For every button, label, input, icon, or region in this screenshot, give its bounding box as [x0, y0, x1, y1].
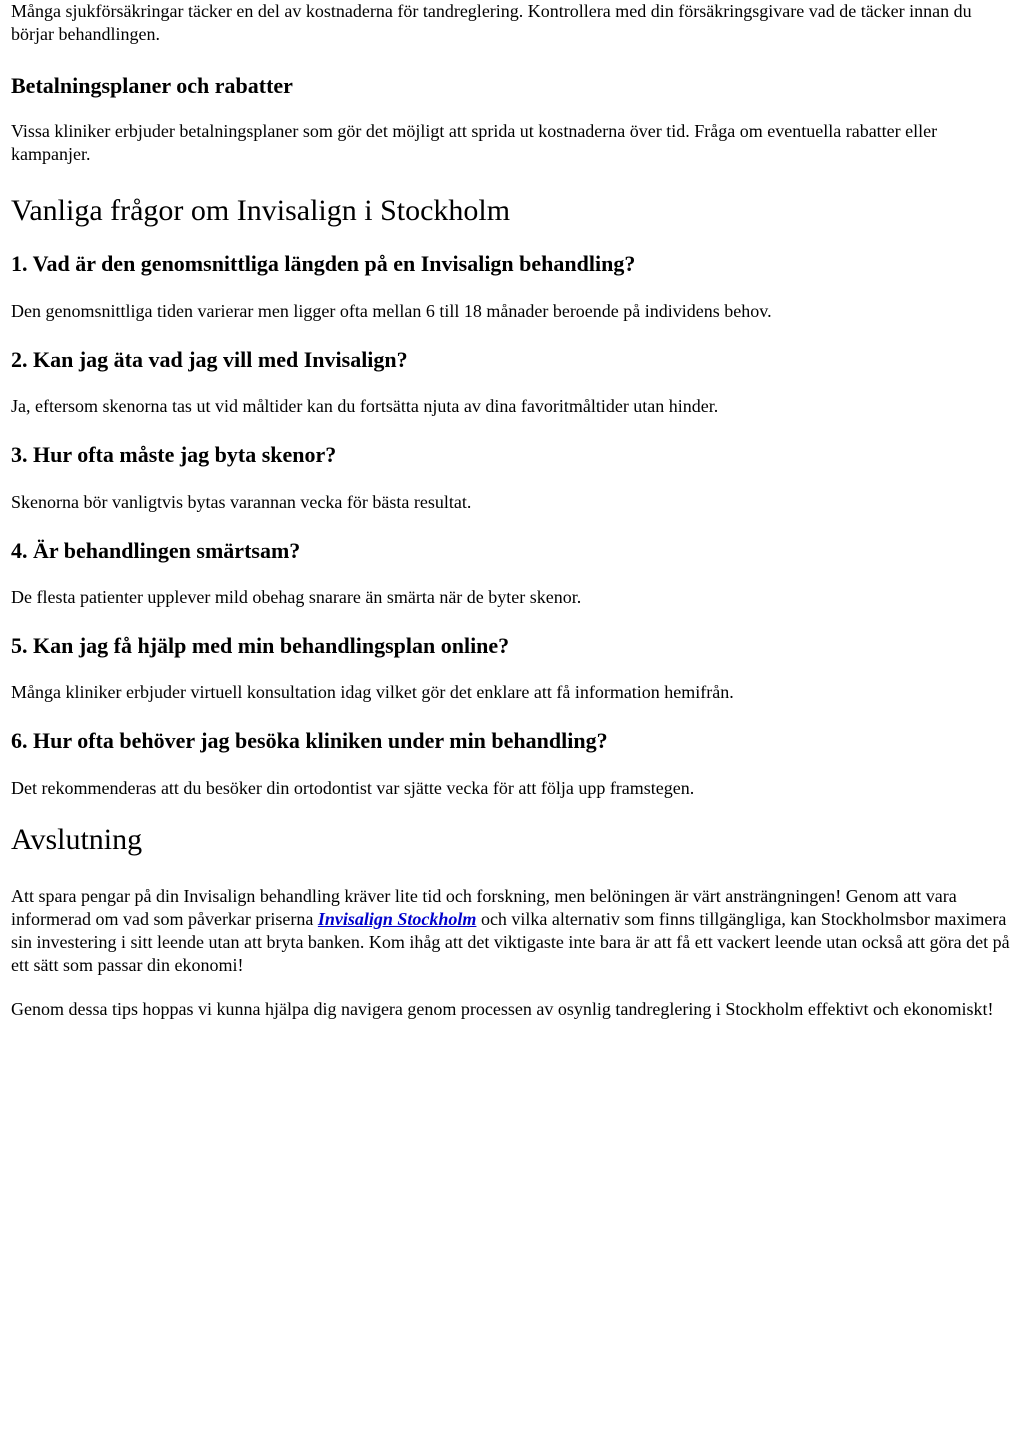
payment-plans-paragraph: Vissa kliniker erbjuder betalningsplaner som gör det möjligt att sprida ut kostnaderna över tid. Fråga om eventuella rabatter eller kampanjer. — [11, 121, 938, 164]
conclusion-text-after: och vilka alternativ som finns tillgängliga, kan Stockholmsbor maximera sin investering i sitt leende utan att bryta banken. Kom ihåg att det viktigaste inte bara är att få ett vackert leende utan också att göra det på ett sätt som passar din ekonomi! — [11, 909, 1010, 975]
faq-answer: Många kliniker erbjuder virtuell konsultation idag vilket gör det enklare att få information hemifrån. — [11, 682, 734, 702]
faq-title: Vanliga frågor om Invisalign i Stockholm — [11, 194, 511, 227]
faq-answer: Skenorna bör vanligtvis bytas varannan vecka för bästa resultat. — [11, 492, 472, 512]
closing-paragraph: Genom dessa tips hoppas vi kunna hjälpa dig navigera genom processen av osynlig tandreglering i Stockholm effektivt och ekonomiskt! — [11, 999, 994, 1019]
faq-answer: Det rekommenderas att du besöker din ortodontist var sjätte vecka för att följa upp framstegen. — [11, 778, 695, 798]
faq-question: 6. Hur ofta behöver jag besöka kliniken under min behandling? — [11, 728, 608, 753]
faq-question: 1. Vad är den genomsnittliga längden på en Invisalign behandling? — [11, 251, 636, 276]
conclusion-text-before: Att spara pengar på din Invisalign behandling kräver lite tid och forskning, men belöningen är värt ansträngningen! Genom att vara informerad om vad som påverkar priserna — [11, 886, 957, 929]
conclusion-title: Avslutning — [11, 823, 143, 856]
faq-question: 4. Är behandlingen smärtsam? — [11, 538, 301, 563]
faq-answer: Den genomsnittliga tiden varierar men ligger ofta mellan 6 till 18 månader beroende på individens behov. — [11, 301, 772, 321]
invisalign-stockholm-link[interactable]: Invisalign Stockholm — [317, 909, 477, 929]
faq-answer: Ja, eftersom skenorna tas ut vid måltider kan du fortsätta njuta av dina favoritmåltider utan hinder. — [11, 396, 719, 416]
payment-plans-heading: Betalningsplaner och rabatter — [11, 73, 293, 98]
faq-answer: De flesta patienter upplever mild obehag snarare än smärta när de byter skenor. — [11, 587, 582, 607]
conclusion-paragraph — [11, 885, 1014, 977]
faq-question: 3. Hur ofta måste jag byta skenor? — [11, 442, 337, 467]
faq-question: 5. Kan jag få hjälp med min behandlingsplan online? — [11, 633, 510, 658]
insurance-paragraph: Många sjukförsäkringar täcker en del av kostnaderna för tandreglering. Kontrollera med din försäkringsgivare vad de täcker innan du börjar behandlingen. — [11, 1, 972, 44]
faq-question: 2. Kan jag äta vad jag vill med Invisalign? — [11, 347, 408, 372]
